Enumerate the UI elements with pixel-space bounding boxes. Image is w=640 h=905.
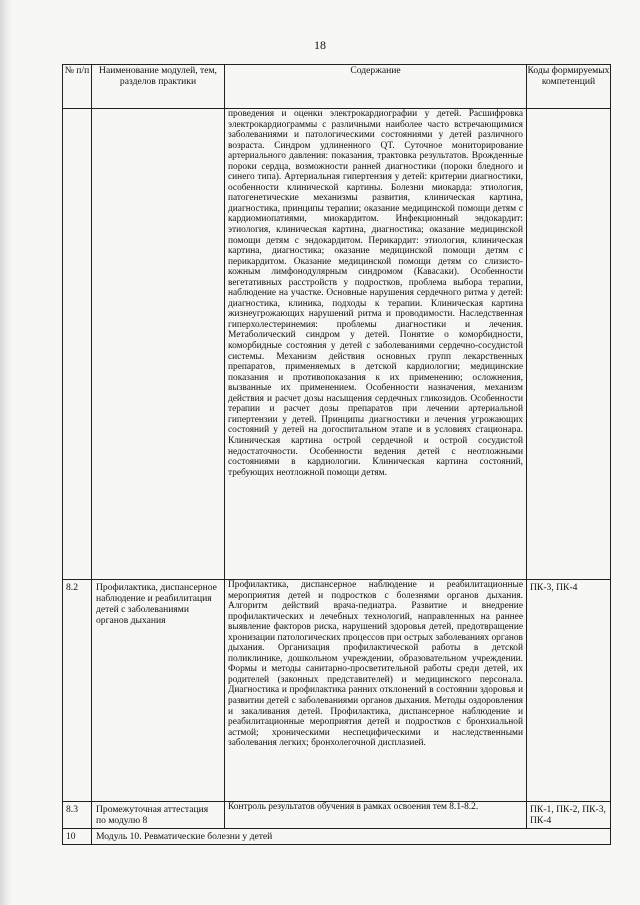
table-row-8-2 — [63, 580, 611, 802]
table-row-8-3 — [63, 802, 611, 829]
table-row-continued — [63, 109, 611, 580]
cell-content: проведения и оценки электрокардиографии у детей. Расшифровка электрокардиограммы с различными наиболее часто встречающимися заболеваниями и патологическими состояниями у детей различного возраста. Синдром удлиненного QT. Суточное мониторирование артериального давления: показания, трактовка результатов. Врожденные пороки сердца, возможности ранней диагностики (пороки бледного и синего типа). Артериальная гипертензия у детей: критерии диагностики, особенности клинической картины. Болезни миокарда: этиология, патогенетические механизмы развития, клиническая картина, диагностика, принципы терапии; оказание медицинской помощи детям с кардиомиопатиями, миокардитом. Инфекционный эндокардит: этиология, клиническая картина, диагностика; оказание медицинской помощи детям с эндокардитом. Перикардит: этиология, клиническая картина, диагностика; оказание медицинской помощи детям с перикардитом. Оказание медицинской помощи детям со слизисто-кожным лимфонодулярным синдромом (Кавасаки). Особенности вегетативных расстройств у подростков, проблема выбора терапии, наблюдение на участке. Основные нарушения сердечного ритма у детей: диагностика, клиника, подходы к терапии. Клиническая картина жизнеугрожающих нарушений ритма и проводимости. Наследственная гиперхолестеринемия: проблемы диагностики и лечения. Метаболический синдром у детей. Понятие о коморбидности, коморбидные состояния у детей с заболеваниями сердечно-сосудистой системы. Механизм действия основных групп лекарственных препаратов, применяемых в детской кардиологии; медицинские показания и противопоказания к их применению; осложнения, вызванные их применением. Особенности назначения, механизм действия и расчет дозы насыщения сердечных гликозидов. Особенности терапии и расчет дозы препаратов при лечении артериальной гипертензии у детей. Принципы диагностики и лечения угрожающих состояний у детей на догоспитальном этапе и в условиях стационара. Клиническая картина острой сердечной и острой сосудистой недостаточности. Особенности ведения детей с неотложными состояниями в кардиологии. Клиническая картина состояний, требующих неотложной помощи детям. — [225, 109, 527, 580]
cell-codes — [527, 109, 611, 580]
header-content: Содержание — [225, 65, 527, 109]
cell-num: 10 — [63, 829, 92, 845]
cell-codes: ПК-3, ПК-4 — [527, 580, 611, 802]
cell-num: 8.2 — [63, 580, 92, 802]
module-title: Модуль 10. Ревматические болезни у детей — [92, 829, 611, 845]
cell-content: Контроль результатов обучения в рамках освоения тем 8.1-8.2. — [225, 802, 527, 829]
scan-edge-shadow — [0, 0, 12, 905]
cell-name: Профилактика, диспансерное наблюдение и реабилитация детей с заболеваниями органов дыхания — [92, 580, 225, 802]
cell-num: 8.3 — [63, 802, 92, 829]
table-header-row — [63, 65, 611, 109]
header-name: Наименование модулей, тем, разделов практики — [92, 65, 225, 109]
table-row-10 — [63, 829, 611, 845]
header-codes: Коды формируемых компетенций — [527, 65, 611, 109]
page-number: 18 — [314, 38, 326, 52]
cell-name — [92, 109, 225, 580]
curriculum-table — [62, 64, 611, 845]
cell-content: Профилактика, диспансерное наблюдение и реабилитационные мероприятия детей и подростков с болезнями органов дыхания. Алгоритм действий врача-педиатра. Развитие и внедрение профилактических и лечебных технологий, направленных на раннее выявление факторов риска, нарушений здоровья детей, предотвращение хронизации патологических процессов при острых заболеваниях органов дыхания. Организация профилактической работы в детской поликлинике, дошкольном учреждении, образовательном учреждении. Формы и методы санитарно-просветительной работы среди детей, их родителей (законных представителей) и медицинского персонала. Диагностика и профилактика ранних отклонений в состоянии здоровья и развитии детей с заболеваниями органов дыхания. Методы оздоровления и закаливания детей. Профилактика, диспансерное наблюдение и реабилитационные мероприятия детей и подростков с бронхиальной астмой; хроническими неспецифическими и наследственными заболевания легких; бронхолегочной дисплазией. — [225, 580, 527, 802]
cell-codes: ПК-1, ПК-2, ПК-3, ПК-4 — [527, 802, 611, 829]
cell-num — [63, 109, 92, 580]
header-num: № п/п — [63, 65, 92, 109]
cell-name: Промежуточная аттестация по модулю 8 — [92, 802, 225, 829]
